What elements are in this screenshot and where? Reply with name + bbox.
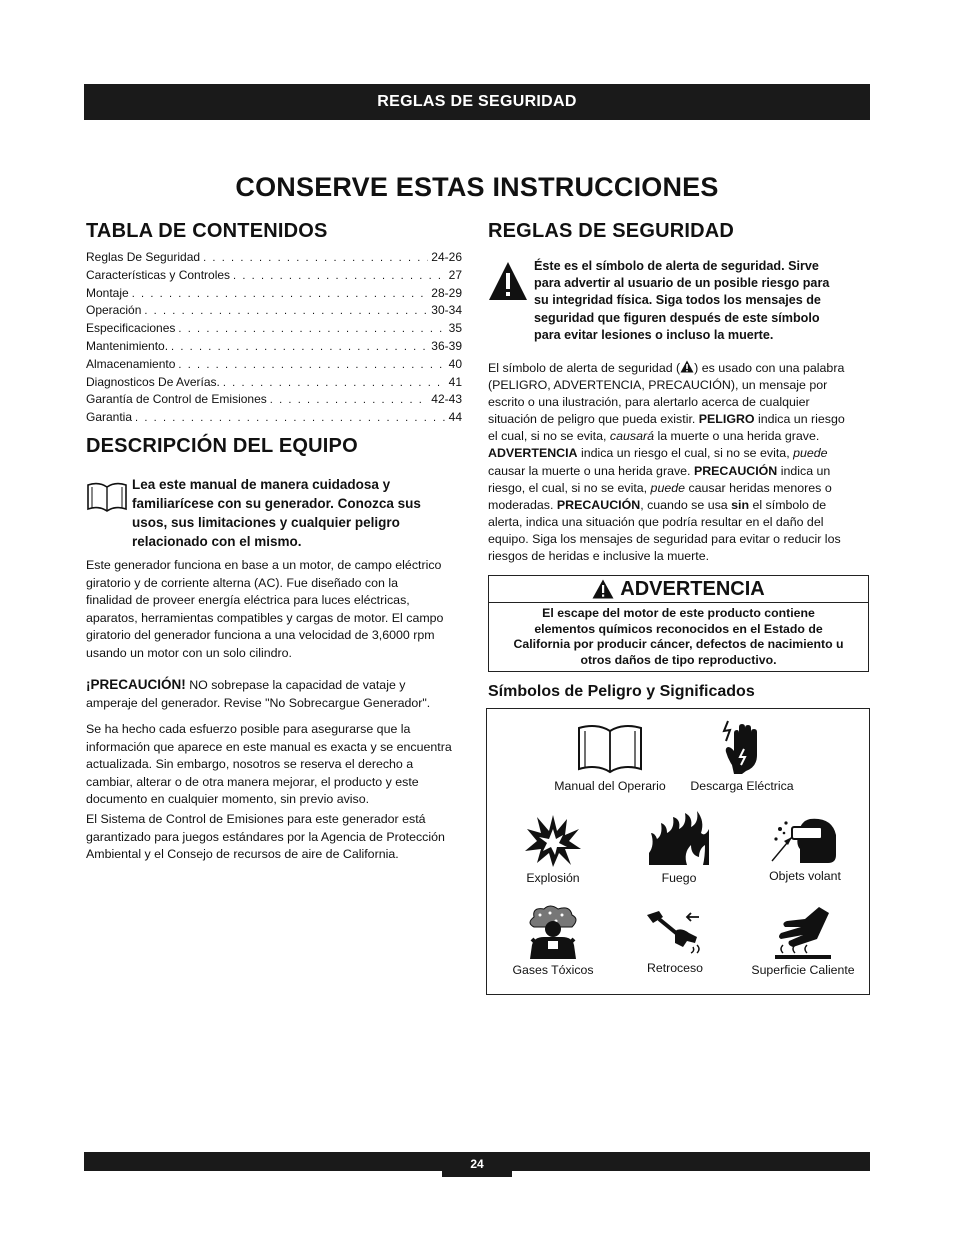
symbol-electric-shock: Descarga Eléctrica: [675, 719, 809, 793]
warning-triangle-icon: [592, 579, 614, 599]
symbol-kickback: Retroceso: [617, 907, 733, 975]
symbol-fire: Fuego: [621, 809, 737, 885]
hazard-symbols-panel: [486, 708, 870, 995]
warning-title: ADVERTENCIA: [620, 577, 765, 600]
warning-header: [489, 576, 868, 603]
toc-item: Mantenimiento. . . . 36-39: [86, 338, 462, 356]
toc-item: Garantia . . . 44: [86, 409, 462, 427]
description-heading: DESCRIPCIÓN DEL EQUIPO: [86, 435, 358, 457]
inline-alert-icon: [680, 360, 694, 373]
page-number: 24: [442, 1152, 512, 1177]
header-title: REGLAS DE SEGURIDAD: [377, 93, 577, 110]
accuracy-disclaimer: Se ha hecho cada esfuerzo posible para asegurarse que la información que aparece en este manual es exacta y se encuentra actualizada. Sin embargo, nosotros se reserva el derecho a cambiar, alterar o de otra manera mejorar, el producto y este documento en cualquier momento, sin previo aviso.: [86, 722, 452, 807]
symbol-flying-objects: Objets volant: [749, 815, 861, 883]
toxic-gas-icon: [526, 905, 580, 959]
explosion-icon: [525, 813, 581, 867]
symbols-heading: Símbolos de Peligro y Significados: [488, 683, 755, 700]
emissions-note: El Sistema de Control de Emisiones para este generador está garantizado para juegos estándares por la Agencia de Protección Ambiental y el Consejo de recursos de aire de California.: [86, 812, 445, 862]
manual-notice: Lea este manual de manera cuidadosa y familiarícese con su generador. Conozca sus usos, sus limitaciones y cualquier peligro relacionado con el mismo.: [132, 477, 421, 549]
manual-book-icon: [86, 481, 128, 513]
symbol-hot-surface: Superficie Caliente: [741, 905, 865, 977]
safety-explanation: El símbolo de alerta de seguridad ( ) es usado con una palabra (PELIGRO, ADVERTENCIA, PRECAUCIÓN), un mensaje por escrito o una ilustración, para alertarlo acerca de cualquier situación de peligro que pueda existir. PELIGRO indica un riesgo el cual, si no se evita, causará la muerte o una herida grave. ADVERTENCIA indica un riesgo el cual, si no se evita, puede causar la muerte o una herida grave. PRECAUCIÓN indica un riesgo, el cual, si no se evita, puede causar heridas menores o moderadas. PRECAUCIÓN, cuando se usa sin el símbolo de alerta, indica una situación que podría resultar en el daño del equipo. Siga los mensajes de seguridad para evitar o reducir los riesgos de heridas e inclusive la muerte.: [488, 361, 845, 564]
toc-item: Características y Controles . . . 27: [86, 267, 462, 285]
caution-label: ¡PRECAUCIÓN!: [86, 677, 186, 692]
electric-shock-icon: [720, 719, 764, 775]
safety-alert-text: Éste es el símbolo de alerta de seguridad. Sirve para advertir al usuario de un posible riesgo para su integridad física. Siga todos los mensajes de seguridad que figuren después de este símbolo para evitar lesiones o incluso la muerte.: [534, 259, 830, 342]
warning-box: [488, 575, 869, 672]
safety-alert-icon: [488, 260, 528, 302]
toc-item: Garantía de Control de Emisiones . . . 42-43: [86, 391, 462, 409]
warning-text: El escape del motor de este producto contiene elementos químicos reconocidos en el Estado de California por producir cáncer, defectos de nacimiento u otros daños de tipo reproductivo.: [513, 606, 844, 667]
toc-item: Almacenamiento . . . 40: [86, 356, 462, 374]
toc-item: Diagnosticos De Averías. . . . 41: [86, 374, 462, 392]
safety-heading: REGLAS DE SEGURIDAD: [488, 220, 735, 242]
fire-icon: [647, 809, 711, 867]
flying-objects-icon: [770, 815, 840, 865]
symbol-toxic-gas: Gases Tóxicos: [495, 905, 611, 977]
symbol-explosion: Explosión: [497, 813, 609, 885]
toc-item: Montaje . . . 28-29: [86, 285, 462, 303]
kickback-icon: [645, 907, 705, 957]
generator-description: Este generador funciona en base a un motor, de campo eléctrico giratorio y de corriente alterna (AC). Fue diseñado con la finalidad de proveer energía eléctrica para luces eléctricas, aparatos, herramientas compatibles y cargas de motor. El campo giratorio del generador funciona a una velocidad de 3,6000 rpm usando un motor con un solo cilindro.: [86, 558, 444, 660]
page-title: CONSERVE ESTAS INSTRUCCIONES: [235, 172, 719, 202]
toc-item: Operación . . . 30-34: [86, 302, 462, 320]
symbol-manual: Manual del Operario: [539, 723, 681, 793]
toc-item: Reglas De Seguridad . . . 24-26: [86, 249, 462, 267]
table-of-contents: [86, 249, 462, 427]
toc-item: Especificaciones . . . 35: [86, 320, 462, 338]
hot-surface-icon: [773, 905, 833, 959]
caution-note: ¡PRECAUCIÓN! NO sobrepase la capacidad de vataje y amperaje del generador. Revise "No Sobrecargue Generador".: [86, 677, 431, 710]
toc-heading: TABLA DE CONTENIDOS: [86, 220, 328, 242]
book-icon: [575, 723, 645, 775]
header-bar: [84, 84, 870, 120]
